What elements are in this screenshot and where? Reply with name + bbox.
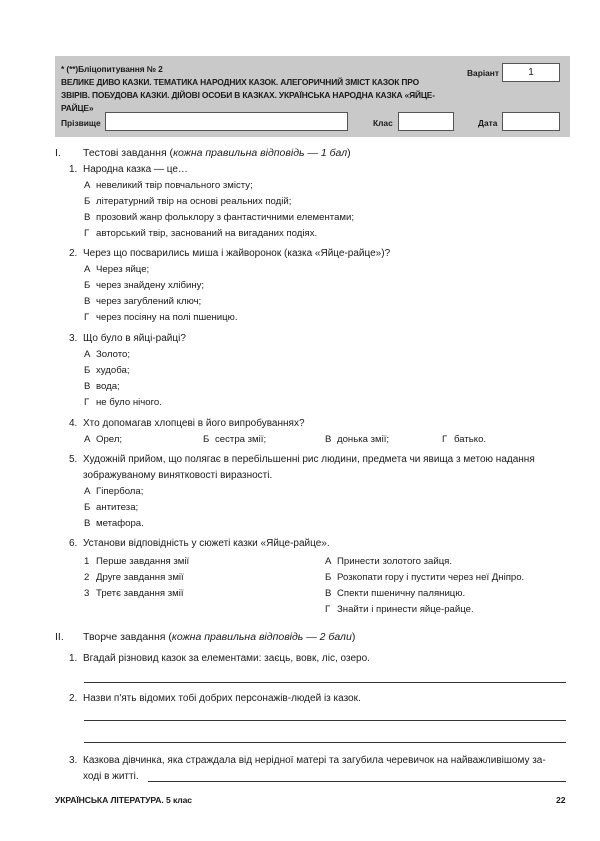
surname-field[interactable] — [105, 112, 348, 131]
section-title: Творче завдання (кожна правильна відповідь — 2 бали) — [83, 631, 356, 643]
question-text: Хто допомагав хлопцеві в його випробуваннях? — [83, 418, 305, 429]
question-text: Що було в яйці-райці? — [83, 333, 186, 344]
variant-label: Варіант — [467, 68, 499, 78]
section-number: II. — [55, 631, 64, 643]
task-text-line-2: ході в житті. — [83, 771, 139, 782]
work-label: * (**)Бліцопитування № 2 — [61, 64, 163, 74]
creative-task-3-continued — [83, 771, 139, 782]
date-field[interactable] — [502, 112, 560, 131]
surname-label: Прізвище — [61, 118, 101, 128]
answer-line[interactable] — [84, 682, 566, 683]
question-text: Установи відповідність у сюжеті казки «Яйце-райце». — [83, 538, 330, 549]
question-text-line-2: зображуваному винятковості виразності. — [83, 470, 273, 481]
score-note: кожна правильна відповідь — 2 бали — [171, 631, 352, 643]
variant-field[interactable]: 1 — [502, 63, 560, 82]
task-text: Вгадай різновид казок за елементами: заєць, вовк, ліс, озеро. — [83, 653, 370, 664]
question-text: Народна казка — це… — [83, 164, 188, 175]
answer-line[interactable] — [84, 720, 566, 721]
task-text-line-1: Казкова дівчинка, яка страждала від нерідної матері та загубила черевичок на найважливішому за- — [83, 755, 546, 766]
section-title: Тестові завдання (кожна правильна відповідь — 1 бал) — [83, 147, 351, 159]
task-text: Назви п'ять відомих тобі добрих персонажів-людей із казок. — [83, 693, 361, 704]
question-text-line-1: Художній прийом, що полягає в перебільшенні рис людини, предмета чи явища з метою надання — [83, 454, 535, 465]
score-note: кожна правильна відповідь — 1 бал — [173, 147, 348, 159]
worksheet-page: * (**)Бліцопитування № 2 ВЕЛИКЕ ДИВО КАЗКИ. ТЕМАТИКА НАРОДНИХ КАЗОК. АЛЕГОРИЧНИЙ ЗМІСТ КАЗОК ПРО ЗВІРІВ. ПОБУДОВА КАЗКИ. ДІЙОВІ ОСОБИ В КАЗКАХ. УКРАЇНСЬКА НАРОДНА КАЗКА «ЯЙЦЕ-РАЙЦЕ» Варіант 1 Прізвище Клас Дата I. Тестові завдання (кожна правильна відповідь — 1 бал) 1. Народна казка — це… А невеликий твір повчального змісту; Б літературний твір на основі реальних подій; В прозовий жанр фольклору з фантастичними елементами; Г авторський твір, заснований на вигаданих подіях. 2. Через що посварились миша і жайворонок (казка «Яйце-райце»)? А Через яйце; Б через знайдену хлібину; В через загублений ключ; Г через посіяну на полі пшеницю. 3. Що було в яйці-райці? А Золото; Б худоба; В вода; Г не було нічого. 4. Хто допомагав хлопцеві в його випробуваннях? А Орел; Б сестра змії; В донька змії; Г батько. 5. Художній прийом, що полягає в перебільшенні рис людини, предмета чи явища з метою надання зображуваному винятковості виразності. А Гіпербола; Б антитеза; В метафора. 6. Установи відповідність у сюжеті казки «Яйце-райце». 1 Перше завдання змії 2 Друге завдання змії 3 Третє завдання змії А Принести золотого зайця. Б Розкопати гору і пустити через неї Дніпро. В Спекти пшеничну паляницю. Г Знайти і принести яйце-райце. II. Творче завдання (кожна правильна відповідь — 2 бали) 1. Вгадай різновид казок за елементами: заєць, вовк, ліс, озеро. 2. Назви п'ять відомих тобі добрих персонажів-людей із казок. 3. Казкова дівчинка, яка страждала від нерідної матері та загубила черевичок на найважливішому за- ході в житті. УКРАЇНСЬКА ЛІТЕРАТУРА. 5 клас 22 — [0, 0, 600, 841]
page-number: 22 — [556, 795, 566, 805]
topic-title: ВЕЛИКЕ ДИВО КАЗКИ. ТЕМАТИКА НАРОДНИХ КАЗОК. АЛЕГОРИЧНИЙ ЗМІСТ КАЗОК ПРО ЗВІРІВ. ПОБУДОВА КАЗКИ. ДІЙОВІ ОСОБИ В КАЗКАХ. УКРАЇНСЬКА НАРОДНА КАЗКА «ЯЙЦЕ-РАЙЦЕ» — [61, 77, 435, 113]
question-5-continued — [83, 470, 272, 481]
section-number: I. — [55, 147, 61, 159]
class-label: Клас — [373, 118, 393, 128]
date-label: Дата — [478, 118, 498, 128]
question-text: Через що посварились миша і жайворонок (казка «Яйце-райце»)? — [83, 248, 391, 259]
answer-line[interactable] — [84, 742, 566, 743]
header-box — [55, 56, 570, 137]
answer-line[interactable] — [148, 781, 566, 782]
class-field[interactable] — [398, 112, 454, 131]
footer-title: УКРАЇНСЬКА ЛІТЕРАТУРА. 5 клас — [55, 795, 192, 805]
